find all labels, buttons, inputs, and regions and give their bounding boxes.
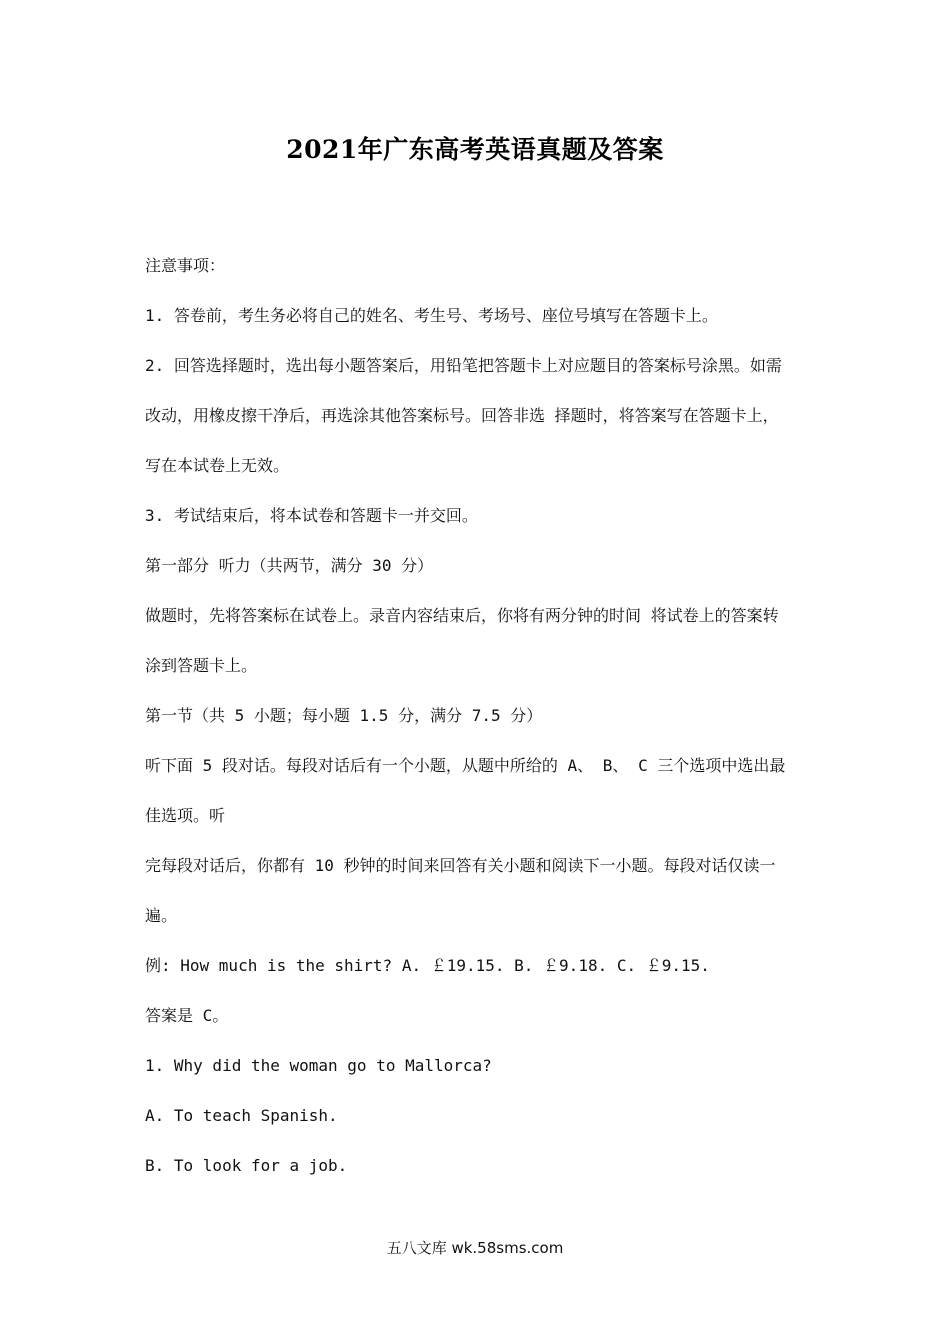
part-1-instruction-end: 遍。	[145, 906, 178, 925]
example-answer: 答案是 C。	[145, 1006, 229, 1025]
part-1-instruction-line-3: 完每段对话后，你都有 10 秒钟的时间来回答有关小题和阅读下一小题。每段对话仅读一	[145, 856, 776, 875]
notice-item-2-end: 写在本试卷上无效。	[145, 456, 290, 475]
notice-item-1: 1. 答卷前，考生务必将自己的姓名、考生号、考场号、座位号填写在答题卡上。	[145, 306, 718, 325]
notice-item-2-continued: 改动，用橡皮擦干净后，再选涂其他答案标号。回答非选 择题时，将答案写在答题卡上，	[145, 406, 779, 425]
part-1-instruction-continued: 佳选项。听	[145, 806, 226, 825]
notice-item-2: 2. 回答选择题时，选出每小题答案后，用铅笔把答题卡上对应题目的答案标号涂黑。如需	[145, 356, 782, 375]
question-1: 1. Why did the woman go to Mallorca?	[145, 1056, 492, 1075]
section-heading-listening: 第一部分 听力（共两节，满分 30 分）	[145, 556, 434, 575]
part-1-instruction: 听下面 5 段对话。每段对话后有一个小题，从题中所给的 A、 B、 C 三个选项中选出最	[145, 756, 786, 775]
question-1-option-b: B. To look for a job.	[145, 1156, 348, 1175]
listening-instruction-continued: 涂到答题卡上。	[145, 656, 258, 675]
notice-heading: 注意事项：	[145, 256, 226, 275]
notice-item-3: 3. 考试结束后，将本试卷和答题卡一并交回。	[145, 506, 478, 525]
subsection-heading-part-1: 第一节（共 5 小题；每小题 1.5 分，满分 7.5 分）	[145, 706, 543, 725]
question-1-option-a: A. To teach Spanish.	[145, 1106, 338, 1125]
footer-watermark: 五八文库 wk.58sms.com	[386, 1239, 564, 1257]
example-question: 例: How much is the shirt? A. ￡19.15. B. ￡9.18. C. ￡9.15.	[145, 956, 710, 975]
listening-instruction: 做题时，先将答案标在试卷上。录音内容结束后，你将有两分钟的时间 将试卷上的答案转	[145, 606, 779, 625]
document-title: 2021年广东高考英语真题及答案	[286, 135, 664, 164]
